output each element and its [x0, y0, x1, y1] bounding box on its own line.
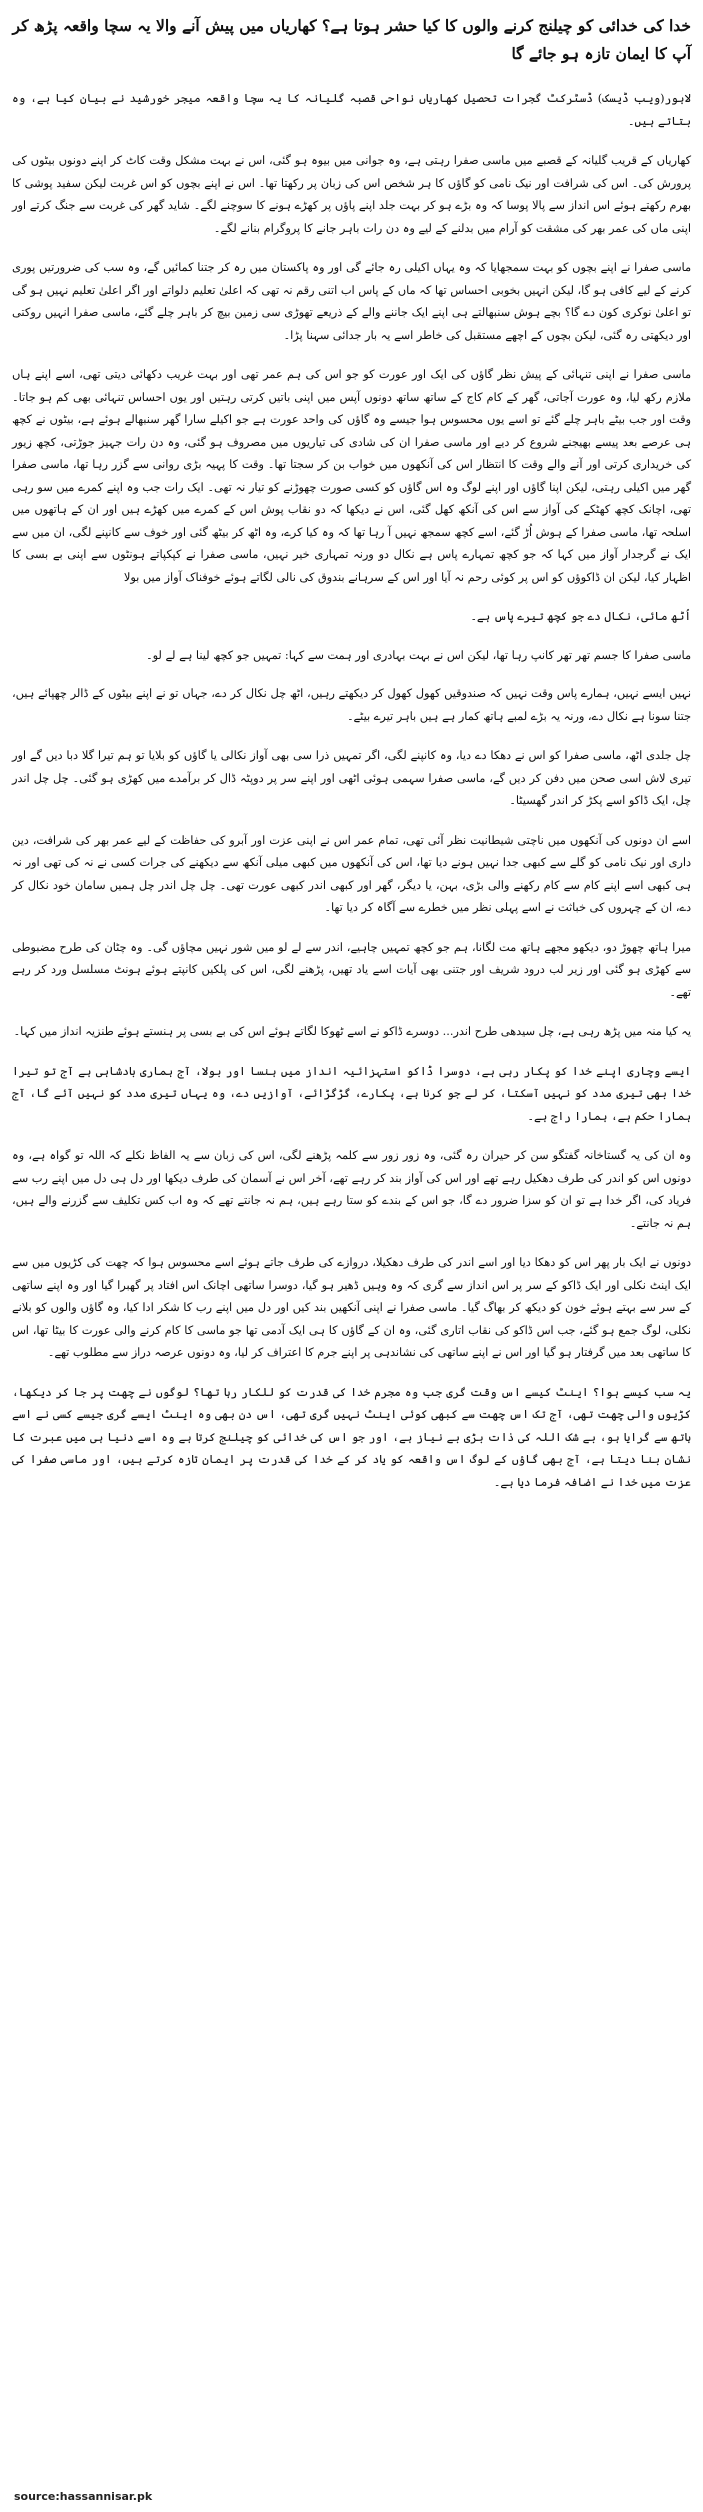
article-paragraph: کھاریاں کے قریب گلیانہ کے قصبے میں ماسی صفرا رہتی ہے، وہ جوانی میں بیوہ ہو گئی، اس نے بہت مشکل وقت کاٹ کر اپنے دونوں بیٹوں کی پرورش کی۔ اس کی شرافت اور نیک نامی کو گاؤں کا ہر شخص اس کی زبان پر رکھتا تھا۔ اس نے اپنے بچوں کو اس غربت لیکن سفید پوشی کا بھرم رکھتے ہوئے اس انداز سے پالا پوسا کہ وہ بڑے ہو کر بہت جلد اپنے پاؤں پر کھڑے ہونے کا سوچنے لگے۔ شاید گھر کی غربت سے جنگ کرتے اور اپنی ماں کی عمر بھر کی مشقت کو آرام میں بدلنے کے لیے وہ دن رات باہر جانے کا پروگرام بنانے لگے۔	[12, 154, 692, 235]
article-paragraph: ماسی صفرا نے اپنی تنہائی کے پیش نظر گاؤں کی ایک اور عورت کو جو اس کی ہم عمر تھی اور بہت غریب دکھائی دیتی تھی، اسے اپنے ہاں ملازم رکھ لیا، وہ عورت آجاتی، گھر کے کام کاج کے ساتھ ساتھ دونوں آپس میں اپنی باتیں کرتی رہتیں اور یوں احساس تنہائی بھی کم ہو جاتا۔ وقت اور جب بیٹے باہر چلے گئے تو اسے یوں محسوس ہوا جیسے وہ گاؤں کی واحد عورت ہے جو اکیلے سارا گھر سنبھالے ہوئے ہے، بیٹوں نے کچھ ہی عرصے بعد پیسے بھیجنے شروع کر دیے اور ماسی صفرا ان کی شادی کی تیاریوں میں مصروف ہو گئی، وہ دن رات جہیز جوڑتی، کچھ زیور کی خریداری کرتی اور آنے والے وقت کا انتظار اس کی آنکھوں میں خواب بن کر سجتا تھا۔ وقت کا پہیہ بڑی روانی سے گزر رہا تھا، ماسی صفرا گھر میں اکیلی رہتی، لیکن اپنا گاؤں اور اپنے لوگ وہ اس گاؤں کو کسی صورت چھوڑنے کو تیار نہ تھی۔ ایک رات جب وہ اپنے کمرے میں سو رہی تھی، اچانک کچھ کھٹکے کی آواز سے اس کی آنکھ کھل گئی، اس نے دیکھا کہ دو نقاب پوش اس کے کمرے میں کھڑے ہیں اور ان کے ہاتھوں میں اسلحہ تھا، ماسی صفرا کے ہوش اُڑ گئے، اسے کچھ سمجھ نہیں آ رہا تھا کہ وہ کیا کرے، وہ اٹھ کر بیٹھ گئی اور خوف سے کانپنے لگی، ان میں سے ایک نے گرجدار آواز میں کہا کہ جو کچھ تمہارے پاس ہے نکال دو ورنہ تمہاری خیر نہیں، ماسی صفرا نے کپکپاتے ہونٹوں سے اپنی بے بسی کا اظہار کیا، لیکن ان ڈاکوؤں کو اس پر کوئی رحم نہ آیا اور اس کے سرہانے بندوق کی نالی لگاتے ہوئے خوفناک آواز میں بولا	[12, 368, 691, 584]
article-paragraph: لاہور(ویب ڈیسک) ڈسٹرکٹ گجرات تحصیل کھاریاں نواحی قصبہ گلیانہ کا یہ سچا واقعہ میجر خورشید نے بیان کیا ہے، وہ بتاتے ہیں۔	[12, 92, 691, 128]
article-paragraph: چل جلدی اٹھ، ماسی صفرا کو اس نے دھکا دے دیا، وہ کانپنے لگی، اگر تمہیں ذرا سی بھی آواز نکالی یا گاؤں کو بلایا تو ہم تیرا گلا دبا دیں گے اور تیری لاش اسی صحن میں دفن کر دیں گے، ماسی صفرا سہمی ہوئی اٹھی اور اپنے سر پر دوپٹہ ڈال کر برآمدے میں کھڑی ہو گئی۔ چل چل اندر چل، ایک ڈاکو اسے پکڑ کر اندر گھسیٹا۔	[12, 749, 691, 807]
article-paragraph: اُٹھ مائی، نکال دے جو کچھ تیرے پاس ہے۔	[470, 610, 691, 623]
article-paragraph: ماسی صفرا کا جسم تھر تھر کانپ رہا تھا، لیکن اس نے بہت بہادری اور ہمت سے کہا: تمہیں جو کچھ لینا ہے لے لو۔	[145, 648, 691, 662]
article-paragraph: دونوں نے ایک بار پھر اس کو دھکا دیا اور اسے اندر کی طرف دھکیلا، دروازے کی طرف جاتے ہوئے اسے محسوس ہوا کہ چھت کی کڑیوں میں سے ایک اینٹ نکلی اور ایک ڈاکو کے سر پر اس انداز سے گری کہ وہ وہیں ڈھیر ہو گیا، دوسرا ساتھی اچانک اس افتاد پر گھبرا گیا اور وہ اپنے ساتھی کے سر سے بہتے ہوئے خون کو دیکھ کر بھاگ گیا۔ ماسی صفرا نے اپنی آنکھیں بند کیں اور دل میں اپنے رب کا شکر ادا کیا، وہ گاؤں والوں کو بلانے نکلی، لوگ جمع ہو گئے، جب اس ڈاکو کی نقاب اتاری گئی، وہ ان کے گاؤں کا ہی ایک آدمی تھا جو ماسی کا کام کرنے والی عورت کا بیٹا تھا، اس کا ساتھی بعد میں گرفتار ہو گیا اور اس نے اپنے ساتھی کی نشاندہی پر اپنے جرم کا اعتراف کر لیا، وہ دونوں عرصہ دراز سے مطلوب تھے۔	[12, 1256, 691, 1359]
article-paragraph: یہ سب کیسے ہوا؟ اینٹ کیسے اس وقت گری جب وہ مجرم خدا کی قدرت کو للکار رہا تھا؟ لوگوں نے چھت پر جا کر دیکھا، کڑیوں والی چھت تھی، آج تک اس چھت سے کبھی کوئی اینٹ نہیں گری تھی، اس دن بھی وہ اینٹ ایسے گری جیسے کسی نے اسے ہاتھ سے گرایا ہو، بے شک اللہ کی ذات بڑی بے نیاز ہے، اور جو اس کی خدائی کو چیلنج کرتا ہے وہ اسے دنیا ہی میں عبرت کا نشان بنا دیتا ہے، آج بھی گاؤں کے لوگ اس واقعہ کو یاد کر کے خدا کی قدرت پر ایمان تازہ کرتے ہیں، اور ماسی صفرا کی عزت میں خدا نے اضافہ فرما دیا ہے۔	[12, 1385, 691, 1489]
article-paragraph: نہیں ایسے نہیں، ہمارے پاس وقت نہیں کہ صندوقیں کھول کھول کر دیکھتے رہیں، اٹھ چل نکال کر دے، جہاں تو نے اپنے بیٹوں کے ڈالر چھپائے ہیں، جتنا سونا ہے نکال دے، ورنہ یہ بڑے لمبے ہاتھ کمار ہے ہیں باہر تیرے بیٹے۔	[12, 687, 691, 723]
article-paragraph: ماسی صفرا نے اپنے بچوں کو بہت سمجھایا کہ وہ یہاں اکیلی رہ جائے گی اور وہ پاکستان میں رہ کر جتنا کمائیں گے، وہ سب کی ضرورتیں پوری کرنے کے لیے کافی ہو گا، لیکن انہیں بخوبی احساس تھا کہ ماں کے پاس اب اتنی رقم نہ تھی کہ اعلیٰ تعلیم دلواتے اور اگر اعلیٰ تعلیم نہیں ہو گی تو اعلیٰ نوکری کون دے گا؟ بچے ہوش سنبھالتے ہی اپنے ایک جاننے والے کے ذریعے تھوڑی سی زمین بیچ کر باہر چلے گئے، ماسی صفرا انہیں روکتی اور دیکھتی رہ گئی، لیکن بچوں کے اچھے مستقبل کی خاطر اسے یہ بار جدائی سہنا پڑا۔	[12, 261, 691, 342]
article-paragraph: یہ کیا منہ میں پڑھ رہی ہے، چل سیدھی طرح اندر... دوسرے ڈاکو نے اسے ٹھوکا لگاتے ہوئے اس کی بے بسی پر ہنستے ہوئے طنزیہ انداز میں کہا۔	[13, 1025, 691, 1038]
article-paragraph: ایسے وچاری اپنے خدا کو پکار رہی ہے، دوسرا ڈاکو استہزائیہ انداز میں ہنسا اور بولا، آج ہماری بادشاہی ہے آج تو تیرا خدا بھی تیری مدد کو نہیں آسکتا، کر لے جو کرنا ہے، پکارے، گڑگڑائے، آوازیں دے، وہ یہاں تیری مدد کو نہیں آئے گا، آج ہمارا حکم ہے، ہمارا راج ہے۔	[12, 1064, 691, 1123]
article-paragraph: میرا ہاتھ چھوڑ دو، دیکھو مجھے ہاتھ مت لگانا، ہم جو کچھ تمہیں چاہیے، اندر سے لے لو میں شور نہیں مچاؤں گی۔ وہ چٹان کی طرح مضبوطی سے کھڑی ہو گئی اور زیر لب درود شریف اور جتنی بھی آیات اسے یاد تھیں، پڑھنے لگی، اس کی پلکیں کانپتے ہوئے ہونٹ مسلسل ورد کر رہے تھے۔	[12, 940, 691, 999]
article-title: خدا کی خدائی کو چیلنج کرنے والوں کا کیا حشر ہوتا ہے؟ کھاریاں میں پیش آنے والا یہ سچا واقعہ پڑھ کر آپ کا ایمان تازہ ہو جائے گا	[12, 16, 691, 63]
article-paragraph: اسے ان دونوں کی آنکھوں میں ناچتی شیطانیت نظر آئی تھی، تمام عمر اس نے اپنی عزت اور آبرو کی حفاظت کے لیے عمر بھر کی شرافت، دین داری اور نیک نامی کو گلے سے کبھی جدا نہیں ہونے دیا تھا، اس کی آنکھوں میں کبھی میلی آنکھ سے دیکھنے کی جرات کسی نے نہ کی تھی اور نہ ہی کبھی اسے اپنے کام سے کام رکھنے والی بڑی، بہن، یا دیگر، گھر اور کبھی اندر کبھی عورت تھی۔ چل چل اندر چل ہمیں سامان خود نکال کر دے، ان کے چہروں کی خباثت نے اسے پہلی نظر میں خطرے سے آگاہ کر دیا تھا۔	[12, 833, 691, 914]
article-paragraph: وہ ان کی یہ گستاخانہ گفتگو سن کر حیران رہ گئی، وہ زور زور سے کلمہ پڑھنے لگی، اس کی زبان سے یہ الفاظ نکلے کہ اللہ تو گواہ ہے، وہ دونوں اس کو اندر کی طرف دھکیل رہے تھے اور اس کی آواز بند کر رہے تھے، آخر اس نے آسمان کی طرف دیکھا اور دل ہی دل میں اپنے رب سے فریاد کی، اگر خدا ہے تو ان کو سزا ضرور دے گا، جو اس کے بندے کو ستا رہے ہیں، ہم نہ جانتے تھے کہ وہ اب کس تکلیف سے گزرنے والے ہیں، ہم نہ جانتے۔	[12, 1149, 691, 1230]
source-credit: source:hassannisar.pk	[14, 2490, 153, 2503]
